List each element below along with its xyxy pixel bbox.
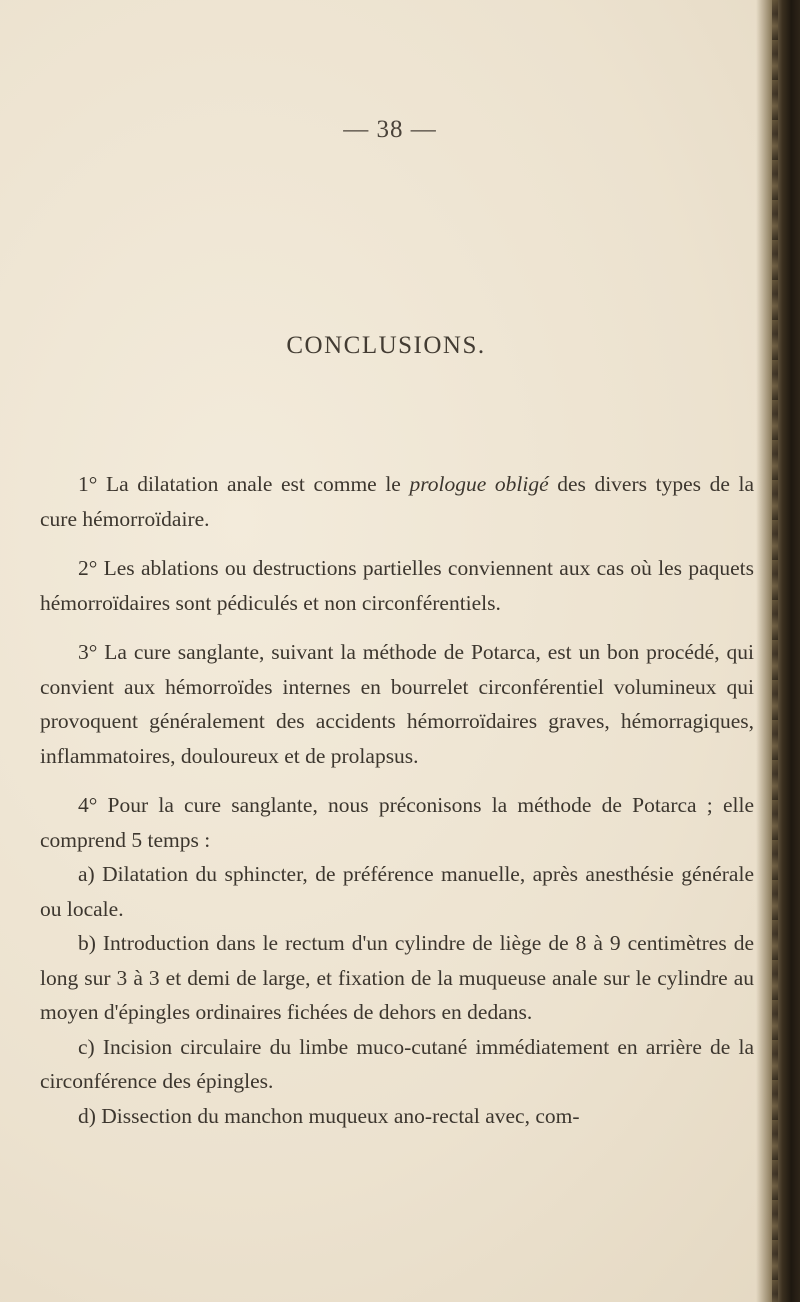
paragraph-1-text-end: des divers types de la cure hémorroïdaire. bbox=[40, 472, 754, 531]
page-number: — 38 — bbox=[343, 116, 437, 143]
paragraph-4d: d) Dissection du manchon muqueux ano-rectal avec, com- bbox=[78, 1103, 580, 1128]
page-binding-shadow bbox=[772, 0, 778, 1302]
paragraph-1 bbox=[40, 467, 754, 536]
body-text bbox=[40, 467, 754, 1133]
paragraph-2: 2° Les ablations ou destructions partielles conviennent aux cas où les paquets hémorroïdaires sont pédiculés et non circonférentiels. bbox=[40, 556, 754, 615]
page-title: CONCLUSIONS. bbox=[286, 332, 486, 359]
paragraph-4b: b) Introduction dans le rectum d'un cylindre de liège de 8 à 9 centimètres de long sur 3 à 3 et demi de large, et fixation de la muqueuse anale sur le cylindre au moyen d'épingles ordinaires fichées de dehors en dedans. bbox=[40, 931, 754, 1024]
paragraph-4c: c) Incision circulaire du limbe muco-cutané immédiatement en arrière de la circonférence des épingles. bbox=[40, 1034, 754, 1093]
paragraph-4a: a) Dilatation du sphincter, de préférence manuelle, après anesthésie générale ou locale. bbox=[40, 862, 754, 921]
paragraph-1-italic: prologue obligé bbox=[409, 472, 549, 496]
paragraph-4: 4° Pour la cure sanglante, nous préconisons la méthode de Potarca ; elle comprend 5 temps : bbox=[40, 793, 754, 852]
page-binding-edge bbox=[756, 0, 800, 1302]
paragraph-1-text-start: 1° La dilatation anale est comme le bbox=[78, 472, 410, 496]
paragraph-3: 3° La cure sanglante, suivant la méthode de Potarca, est un bon procédé, qui convient aux hémorroïdes internes en bourrelet circonférentiel volumineux qui provoquent généralement des accidents hémorroïdaires graves, hémorragiques, inflammatoires, douloureux et de prolapsus. bbox=[40, 640, 754, 768]
